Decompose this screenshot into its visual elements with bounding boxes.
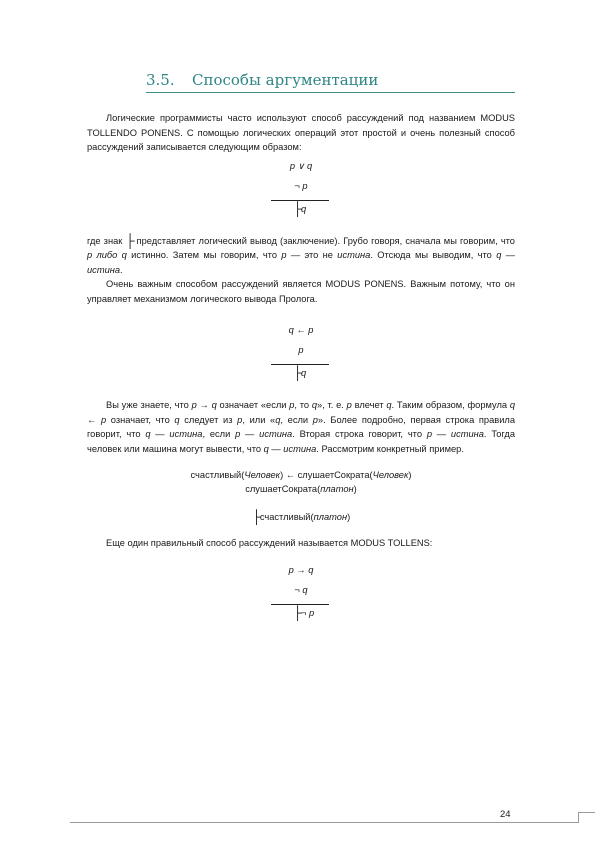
- formula-modus-tollens: [87, 564, 515, 620]
- formula-premise-2: p: [298, 345, 304, 355]
- formula-premise-1: p ∨ q: [289, 160, 313, 171]
- italic-text: q: [386, 400, 392, 410]
- text-segment: », т. е.: [317, 400, 347, 410]
- formula-conclusion: [87, 367, 515, 380]
- text-segment: . Отсюда мы выводим, что: [370, 250, 497, 260]
- conclusion-text: q: [301, 203, 307, 214]
- turnstile-symbol: ├: [293, 200, 303, 216]
- turnstile-symbol: ├: [251, 509, 262, 524]
- example-line-1: [87, 468, 515, 482]
- section-title: Способы аргументации: [192, 71, 379, 89]
- text-segment: Вы уже знаете, что: [106, 400, 192, 410]
- formula-conclusion: [87, 200, 515, 216]
- paragraph-2: [87, 234, 515, 278]
- italic-text: p: [346, 400, 352, 410]
- paragraph-1: [87, 111, 515, 155]
- text-segment: где знак: [87, 235, 126, 246]
- formula-conclusion: [87, 604, 515, 620]
- italic-text: q — истина: [263, 443, 317, 454]
- text-segment: означает «если: [216, 400, 290, 410]
- section-heading: [146, 70, 515, 93]
- page-body: [87, 111, 515, 620]
- text-segment: ): [347, 512, 351, 522]
- italic-text: Человек: [372, 470, 409, 480]
- turnstile-symbol: ├: [125, 232, 135, 248]
- text-segment: , если: [280, 414, 313, 425]
- text-segment: ) ← слушаетСократа(: [280, 470, 373, 480]
- formula-premise-1: p → q: [288, 564, 314, 575]
- example-line-2: [87, 482, 515, 496]
- footer-line: [70, 822, 578, 823]
- text-segment: ): [353, 484, 357, 494]
- italic-text: p → q: [191, 400, 217, 410]
- italic-text: q: [311, 400, 318, 410]
- text-segment: , если: [202, 429, 236, 439]
- example-formula: [87, 468, 515, 524]
- italic-text: p либо q: [87, 250, 127, 260]
- text-segment: влечет: [351, 400, 387, 410]
- text-segment: означает, что: [106, 414, 175, 425]
- text-segment: . Рассмотрим конкретный пример.: [316, 443, 464, 454]
- paragraph-5: [87, 536, 515, 551]
- italic-text: p — истина: [426, 429, 484, 439]
- italic-text: p: [237, 414, 243, 425]
- italic-text: платон: [320, 484, 354, 494]
- italic-text: q — истина: [145, 429, 203, 439]
- italic-text: истина: [337, 250, 371, 260]
- italic-text: p — истина: [235, 429, 293, 439]
- text-segment: . Тогда человек или машина могут вывести, что: [87, 429, 516, 454]
- text-segment: счастливый(: [190, 470, 245, 480]
- italic-text: p: [312, 414, 318, 425]
- turnstile-symbol: ├: [293, 604, 303, 620]
- text-segment: ): [408, 470, 412, 480]
- example-conclusion: [87, 510, 515, 524]
- section-number: 3.5.: [146, 71, 175, 89]
- text-segment: Еще один правильный способ рассуждений называется MODUS TOLLENS:: [106, 538, 433, 548]
- text-segment: слушаетСократа(: [245, 484, 321, 494]
- conclusion-text: ¬ p: [301, 607, 315, 618]
- italic-text: p: [281, 250, 287, 260]
- footer-line-step: [578, 812, 595, 823]
- italic-text: Человек: [244, 470, 281, 480]
- text-segment: , или «: [242, 414, 276, 425]
- formula-premise-2: ¬ p: [294, 180, 308, 191]
- formula-premise-2: ¬ q: [294, 584, 308, 595]
- text-segment: представляет логический вывод (заключение). Грубо говоря, сначала мы говорим, что: [133, 235, 515, 246]
- text-segment: счастливый(: [259, 512, 314, 522]
- text-segment: . Таким образом, формула: [391, 400, 510, 410]
- text-segment: ». Более подробно, первая строка правила говорит, что: [87, 414, 515, 439]
- page-number: 24: [500, 809, 511, 820]
- formula-modus-tollendo-ponens: [87, 160, 515, 216]
- italic-text: q — истина: [87, 250, 515, 275]
- italic-text: q ← p: [87, 400, 515, 425]
- text-segment: следует из: [179, 414, 238, 425]
- italic-text: p: [289, 400, 295, 410]
- italic-text: q: [174, 414, 180, 425]
- text-segment: истинно. Затем мы говорим, что: [126, 250, 282, 260]
- italic-text: q: [275, 414, 281, 425]
- text-segment: , то: [294, 400, 312, 410]
- paragraph-4: [87, 398, 515, 456]
- text-segment: Логические программисты часто используют способ рассуждений под названием MODUS TOLLENDO PONENS. С помощью логических операций этот простой и очень полезный способ рассуждений записывается следующим образом:: [87, 113, 515, 152]
- text-segment: — это не: [286, 250, 338, 260]
- paragraph-3: [87, 277, 515, 306]
- formula-premise-1: q ← p: [288, 325, 314, 335]
- italic-text: платон: [313, 512, 348, 522]
- text-segment: .: [120, 264, 123, 275]
- turnstile-symbol: ├: [293, 365, 303, 380]
- text-segment: Очень важным способом рассуждений является MODUS PONENS. Важным потому, что он управляет механизмом логического вывода Пролога.: [87, 279, 515, 304]
- formula-modus-ponens: [87, 324, 515, 380]
- text-segment: . Вторая строка говорит, что: [292, 429, 427, 439]
- conclusion-text: q: [301, 368, 307, 378]
